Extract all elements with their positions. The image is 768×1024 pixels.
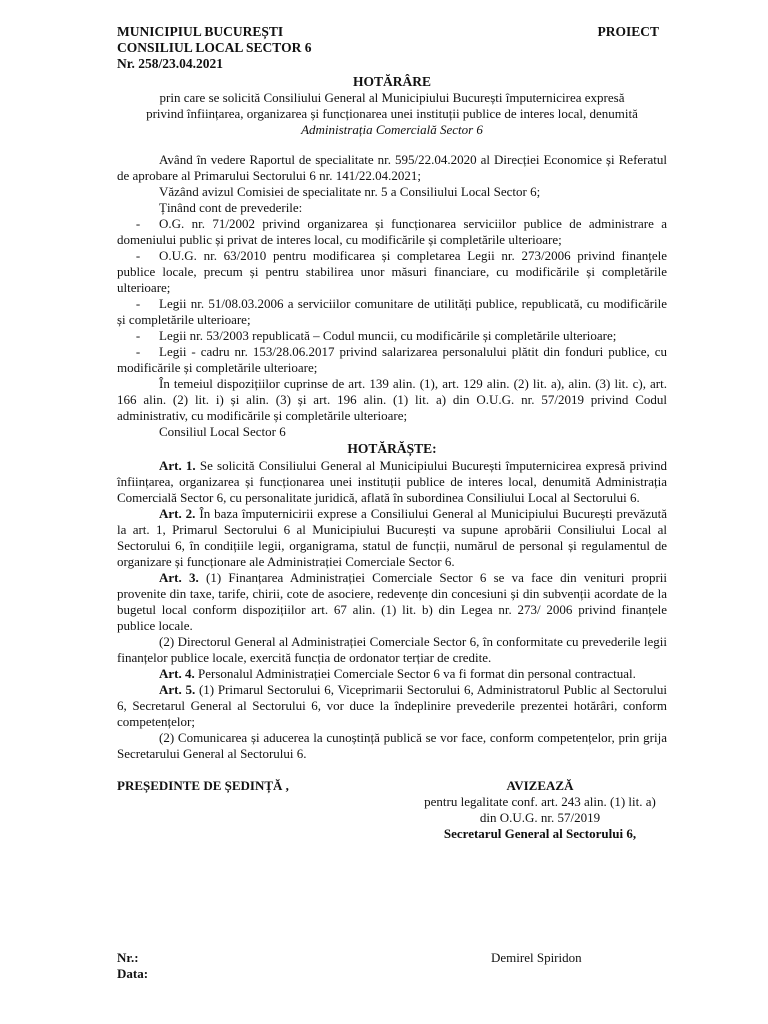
secretary-label: Secretarul General al Sectorului 6,: [443, 826, 637, 841]
document-footer: [117, 950, 667, 982]
legal-basis-item: - Legii - cadru nr. 153/28.06.2017 privind salarizarea personalului plătit din fonduri publice, cu modificările și completările ulterioare;: [117, 344, 667, 375]
preamble-paragraph: Văzând avizul Comisiei de specialitate nr. 5 a Consiliului Local Sector 6;: [159, 184, 541, 199]
signature-block: [117, 778, 667, 918]
preamble-paragraph: Având în vedere Raportul de specialitate nr. 595/22.04.2020 al Direcției Economice și Referatul de aprobare al Primarului Sectorului 6 nr. 141/22.04.2021;: [117, 152, 667, 183]
date-label: Data:: [117, 966, 149, 981]
article-3-paragraph-2: (2) Directorul General al Administrației Comerciale Sector 6, în conformitate cu prevederile legii finanțelor publice locale, exercită funcția de ordonator terțiar de credite.: [117, 634, 667, 665]
legal-basis-item: - Legii nr. 53/2003 republicată – Codul muncii, cu modificările și completările ulterioare;: [135, 328, 617, 343]
endorses-label: AVIZEAZĂ: [506, 778, 574, 793]
legality-line-2: din O.U.G. nr. 57/2019: [479, 810, 601, 825]
subtitle-line-1: prin care se solicită Consiliului General al Municipiului București împuternicirea expresă: [159, 90, 625, 105]
document-body: [117, 152, 667, 762]
article-5: Art. 5. (1) Primarul Sectorului 6, Viceprimarii Sectorului 6, Administratorul Public al Sectorului 6, Secretarul General al Sectorului 6, vor duce la îndeplinire prevederile prezentei hotărâri, conform competențelor;: [117, 682, 667, 729]
institution-name: Administrația Comercială Sector 6: [301, 122, 483, 137]
legal-basis-item: - Legii nr. 51/08.03.2006 a serviciilor comunitare de utilități publice, republicată, cu modificările și completările ulterioare;: [117, 296, 667, 327]
legal-basis-item: - O.G. nr. 71/2002 privind organizarea și funcționarea serviciilor publice de administrare a domeniului public și privat de interes local, cu modificările și completările ulterioare;: [117, 216, 667, 247]
decides-heading: HOTĂRĂȘTE:: [347, 441, 437, 456]
legal-basis-item: - O.U.G. nr. 63/2010 pentru modificarea și completarea Legii nr. 273/2006 privind finanțele publice locale, precum și pentru stabilirea unor măsuri financiare, cu modificările și completările ulterioare;: [117, 248, 667, 295]
number-label: Nr.:: [117, 950, 139, 965]
document-number: Nr. 258/23.04.2021: [117, 56, 224, 71]
project-label: PROIECT: [597, 24, 659, 39]
president-label: PREȘEDINTE DE ȘEDINȚĂ ,: [117, 778, 289, 793]
preamble-paragraph: Consiliul Local Sector 6: [159, 424, 286, 439]
article-3: Art. 3. (1) Finanțarea Administrației Comerciale Sector 6 se va face din venituri proprii provenite din taxe, tarife, chirii, cote de asociere, redevențe din concesiuni și din subvenții acordate de la bugetul local conform dispozițiilor art. 67 alin. (1) lit. b) din Legea nr. 273/ 2006 privind finanțele publice locale.: [117, 570, 668, 633]
document-title: HOTĂRÂRE: [352, 74, 431, 89]
article-5-paragraph-2: (2) Comunicarea și aducerea la cunoștință publică se vor face, conform competențelor, prin grija Secretarului General al Sectorului 6.: [117, 730, 667, 761]
preamble-paragraph: În temeiul dispozițiilor cuprinse de art. 139 alin. (1), art. 129 alin. (2) lit. a), alin. (3) lit. c), art. 166 alin. (2) lit. i) și alin. (3) și art. 196 alin. (1) lit. a) din O.U.G. nr. 57/2019 privind Codul administrativ, cu modificările și completările ulterioare;: [117, 376, 667, 423]
document-subtitle: [117, 90, 667, 138]
article-4: Art. 4. Personalul Administrației Comerciale Sector 6 va fi format din personal contractual.: [159, 666, 636, 681]
preamble-paragraph: Ținând cont de prevederile:: [159, 200, 303, 215]
article-1: Art. 1. Se solicită Consiliului General al Municipiului București împuternicirea expresă privind înființarea, organizarea și funcționarea unei instituții publice de interes local, denumită Administrația Comercială Sector 6, cu personalitate juridică, aflată în subordinea Consiliului Local al Sectorului 6.: [117, 458, 667, 505]
document-header: [117, 24, 667, 72]
subtitle-line-2: privind înființarea, organizarea și funcționarea unei instituții publice de interes local, denumită: [146, 106, 638, 121]
legality-line-1: pentru legalitate conf. art. 243 alin. (1) lit. a): [424, 794, 656, 809]
document-page: [117, 24, 667, 918]
article-2: Art. 2. În baza împuternicirii exprese a Consiliului General al Municipiului București prevăzută la art. 1, Primarul Sectorului 6 al Municipiului București va supune aprobării Consiliului Local al Sectorului 6, în condițiile legii, organigrama, statul de funcții, numărul de personal și regulamentul de organizare și funcționare ale Administrației Comerciale Sector 6.: [117, 506, 667, 569]
municipality-line: MUNICIPIUL BUCUREȘTI: [117, 24, 284, 39]
secretary-name: Demirel Spiridon: [491, 950, 582, 965]
council-line: CONSILIUL LOCAL SECTOR 6: [117, 40, 312, 55]
endorsement: [413, 778, 667, 842]
